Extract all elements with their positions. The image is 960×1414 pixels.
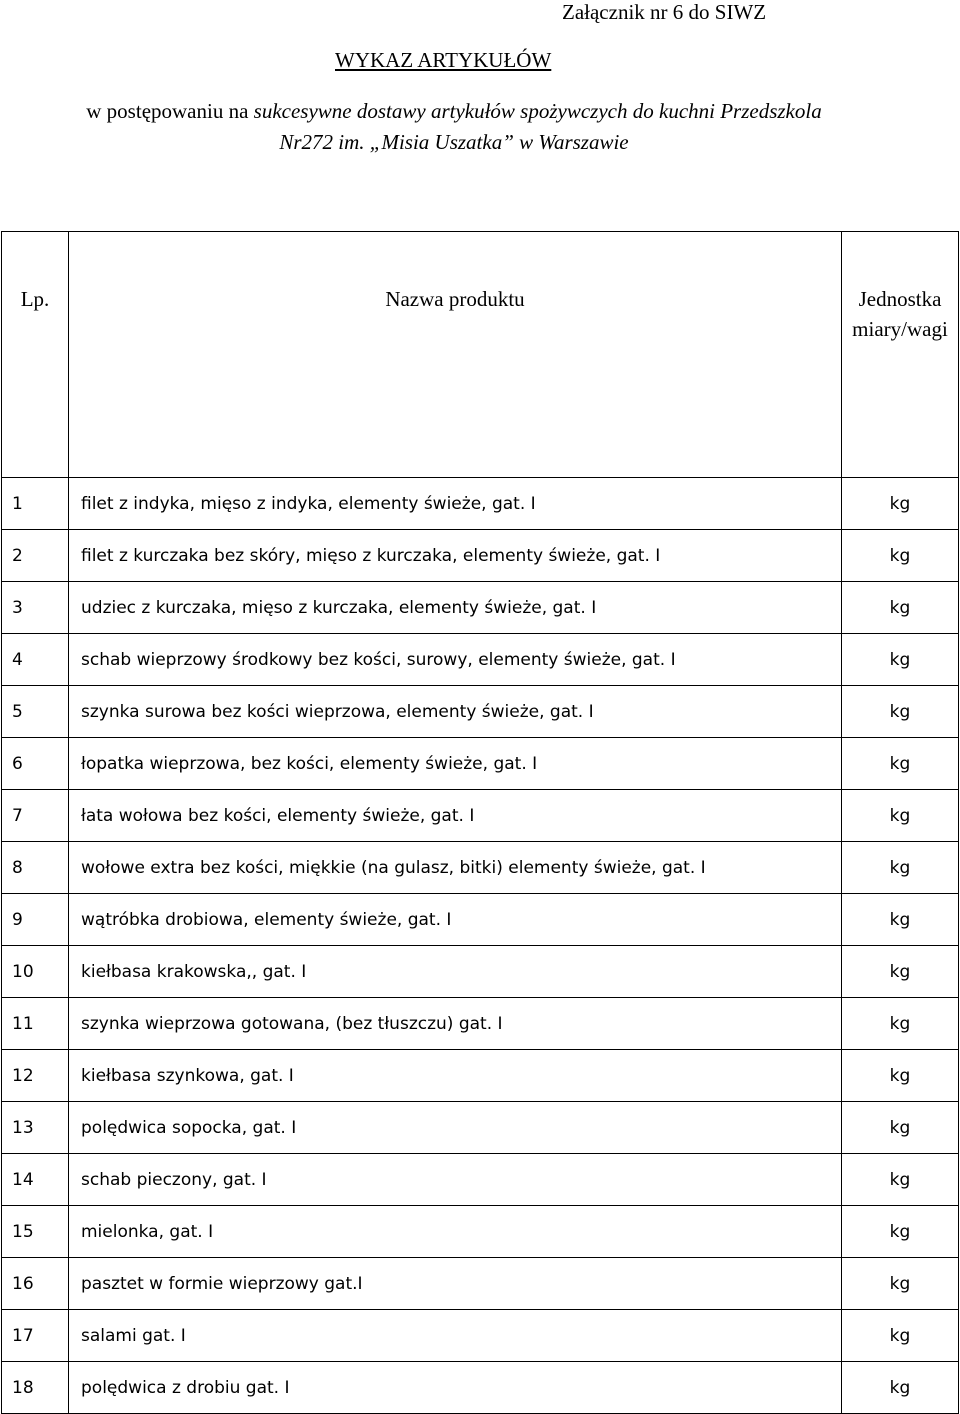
table-row (2, 1206, 959, 1258)
row-number: 12 (2, 1050, 69, 1102)
unit-of-measure: kg (842, 1362, 959, 1414)
product-name: pasztet w formie wieprzowy gat.I (69, 1258, 842, 1310)
table-row (2, 478, 959, 530)
row-number: 2 (2, 530, 69, 582)
articles-table (1, 231, 959, 1414)
row-number: 8 (2, 842, 69, 894)
unit-of-measure: kg (842, 946, 959, 998)
unit-of-measure: kg (842, 790, 959, 842)
product-name: schab wieprzowy środkowy bez kości, surowy, elementy świeże, gat. I (69, 634, 842, 686)
table-row (2, 738, 959, 790)
row-number: 17 (2, 1310, 69, 1362)
table-row (2, 530, 959, 582)
table-row (2, 634, 959, 686)
column-header-name: Nazwa produktu (69, 232, 842, 478)
product-name: łopatka wieprzowa, bez kości, elementy świeże, gat. I (69, 738, 842, 790)
product-name: filet z indyka, mięso z indyka, elementy świeże, gat. I (69, 478, 842, 530)
unit-of-measure: kg (842, 1102, 959, 1154)
row-number: 4 (2, 634, 69, 686)
document-title: WYKAZ ARTYKUŁÓW (335, 48, 552, 72)
table-row (2, 790, 959, 842)
product-name: schab pieczony, gat. I (69, 1154, 842, 1206)
unit-of-measure: kg (842, 634, 959, 686)
row-number: 1 (2, 478, 69, 530)
unit-of-measure: kg (842, 478, 959, 530)
table-row (2, 1050, 959, 1102)
unit-of-measure: kg (842, 1050, 959, 1102)
unit-of-measure: kg (842, 1206, 959, 1258)
table-row (2, 1258, 959, 1310)
product-name: kiełbasa szynkowa, gat. I (69, 1050, 842, 1102)
product-name: kiełbasa krakowska,, gat. I (69, 946, 842, 998)
table-row (2, 1102, 959, 1154)
row-number: 18 (2, 1362, 69, 1414)
unit-of-measure: kg (842, 738, 959, 790)
product-name: szynka wieprzowa gotowana, (bez tłuszczu) gat. I (69, 998, 842, 1050)
product-name: udziec z kurczaka, mięso z kurczaka, elementy świeże, gat. I (69, 582, 842, 634)
product-name: salami gat. I (69, 1310, 842, 1362)
row-number: 7 (2, 790, 69, 842)
table-row (2, 582, 959, 634)
table-row (2, 686, 959, 738)
unit-of-measure: kg (842, 686, 959, 738)
table-header-row (2, 232, 959, 478)
table-row (2, 894, 959, 946)
row-number: 16 (2, 1258, 69, 1310)
unit-of-measure: kg (842, 894, 959, 946)
unit-of-measure: kg (842, 998, 959, 1050)
product-name: wołowe extra bez kości, miękkie (na gulasz, bitki) elementy świeże, gat. I (69, 842, 842, 894)
row-number: 11 (2, 998, 69, 1050)
row-number: 10 (2, 946, 69, 998)
unit-of-measure: kg (842, 842, 959, 894)
subtitle-emphasis: sukcesywne dostawy artykułów spożywczych do kuchni Przedszkola (253, 99, 822, 123)
table-row (2, 1362, 959, 1414)
table-row (2, 1310, 959, 1362)
attachment-label: Załącznik nr 6 do SIWZ (562, 0, 767, 24)
product-name: polędwica sopocka, gat. I (69, 1102, 842, 1154)
table-row (2, 998, 959, 1050)
row-number: 6 (2, 738, 69, 790)
row-number: 9 (2, 894, 69, 946)
subtitle-line-2 (0, 130, 908, 154)
unit-of-measure: kg (842, 1310, 959, 1362)
table-row (2, 946, 959, 998)
product-name: polędwica z drobiu gat. I (69, 1362, 842, 1414)
articles-table-body (2, 232, 959, 1414)
product-name: filet z kurczaka bez skóry, mięso z kurczaka, elementy świeże, gat. I (69, 530, 842, 582)
column-header-unit: Jednostka miary/wagi (842, 232, 959, 478)
subtitle-line-2-text: Nr272 im. „Misia Uszatka” w Warszawie (279, 130, 629, 154)
row-number: 3 (2, 582, 69, 634)
unit-of-measure: kg (842, 582, 959, 634)
unit-of-measure: kg (842, 1154, 959, 1206)
product-name: mielonka, gat. I (69, 1206, 842, 1258)
column-header-lp: Lp. (2, 232, 69, 478)
unit-of-measure: kg (842, 530, 959, 582)
table-row (2, 842, 959, 894)
row-number: 14 (2, 1154, 69, 1206)
product-name: łata wołowa bez kości, elementy świeże, gat. I (69, 790, 842, 842)
subtitle-prefix: w postępowaniu na (86, 99, 254, 123)
product-name: szynka surowa bez kości wieprzowa, elementy świeże, gat. I (69, 686, 842, 738)
unit-of-measure: kg (842, 1258, 959, 1310)
row-number: 15 (2, 1206, 69, 1258)
row-number: 13 (2, 1102, 69, 1154)
subtitle-line-1 (0, 99, 908, 123)
table-row (2, 1154, 959, 1206)
product-name: wątróbka drobiowa, elementy świeże, gat. I (69, 894, 842, 946)
row-number: 5 (2, 686, 69, 738)
